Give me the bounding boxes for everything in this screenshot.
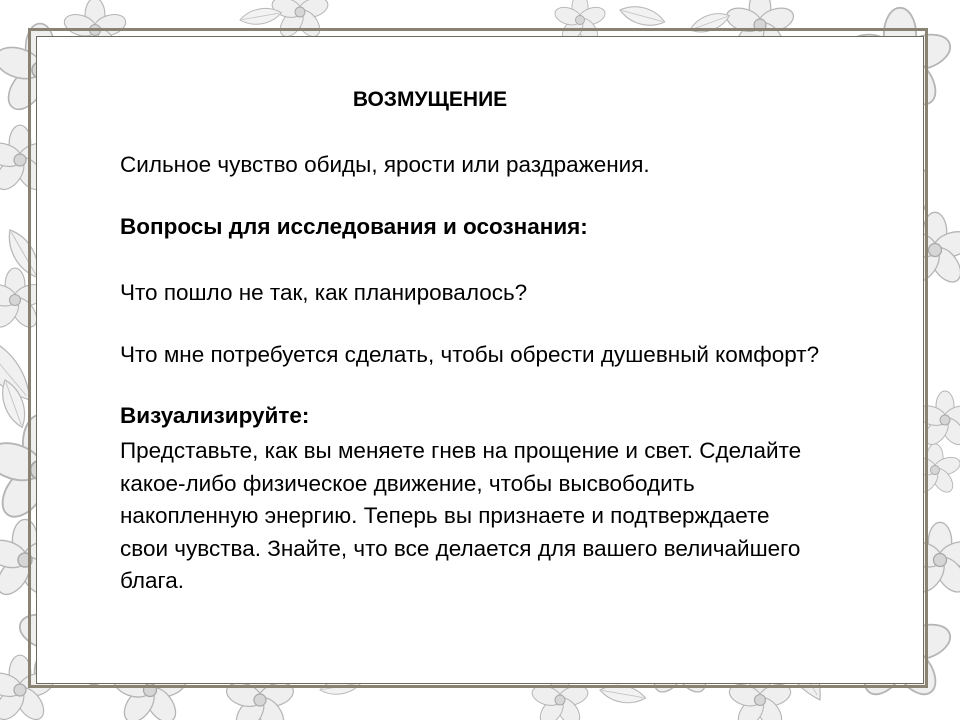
visualize-line-4: свои чувства. Знайте, что все делается для вашего величайшего	[120, 536, 801, 561]
visualize-line-1: Представьте, как вы меняете гнев на прощение и свет. Сделайте	[120, 438, 802, 463]
slide-title: ВОЗМУЩЕНИЕ	[352, 88, 508, 111]
definition-text: Сильное чувство обиды, ярости или раздражения.	[120, 152, 650, 177]
question-1: Что пошло не так, как планировалось?	[120, 280, 528, 305]
visualize-heading: Визуализируйте:	[120, 403, 310, 428]
visualize-line-5: блага.	[120, 568, 184, 593]
questions-heading: Вопросы для исследования и осознания:	[120, 214, 588, 239]
visualize-line-3: накопленную энергию. Теперь вы признаете и подтверждаете	[120, 503, 770, 528]
question-2: Что мне потребуется сделать, чтобы обрести душевный комфорт?	[120, 342, 820, 367]
visualize-line-2: какое-либо физическое движение, чтобы высвободить	[120, 471, 695, 496]
